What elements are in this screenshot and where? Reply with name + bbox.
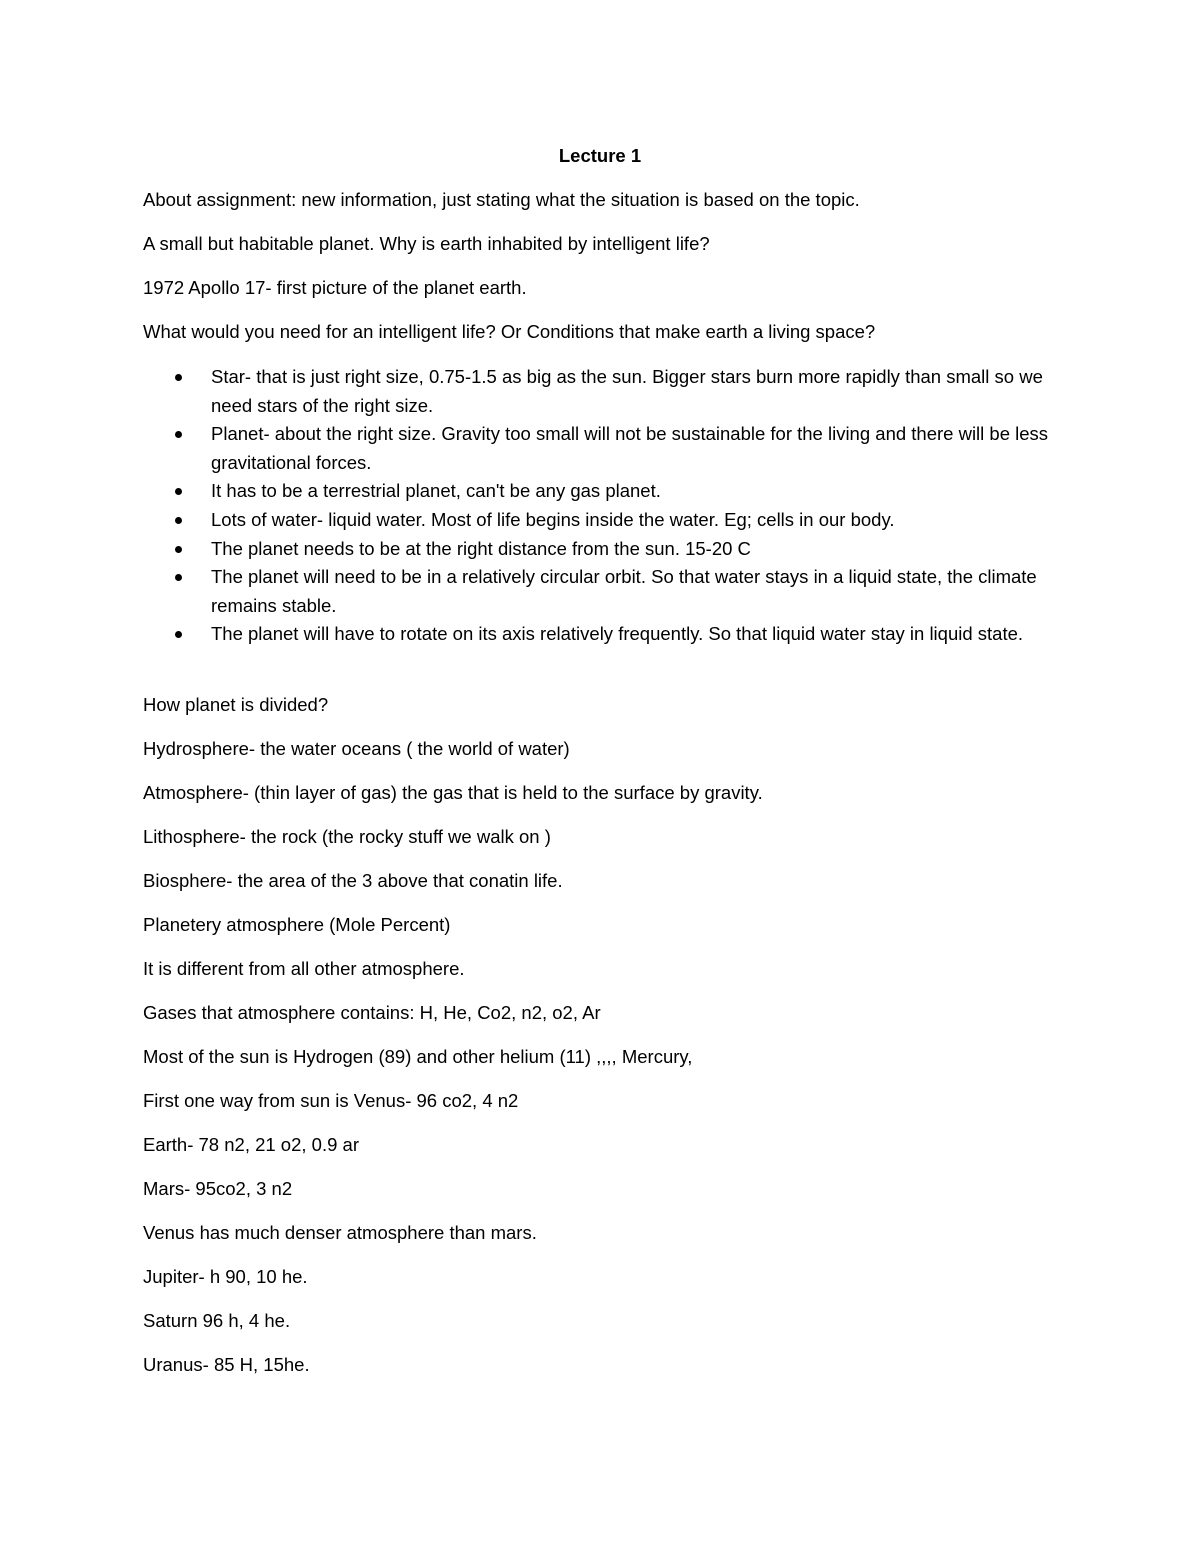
line-sun: Most of the sun is Hydrogen (89) and other helium (11) ,,,, Mercury, bbox=[143, 1046, 693, 1067]
line-earth: Earth- 78 n2, 21 o2, 0.9 ar bbox=[143, 1134, 359, 1155]
bullet-item-terrestrial bbox=[0, 477, 1071, 506]
bullet-dot-icon bbox=[175, 374, 182, 381]
bullet-text: The planet will have to rotate on its axis relatively frequently. So that liquid water stay in liquid state. bbox=[211, 623, 1024, 645]
line-planetary-atmosphere: Planetery atmosphere (Mole Percent) bbox=[143, 914, 451, 935]
bullet-item-orbit bbox=[0, 563, 1071, 620]
bullet-item-distance bbox=[0, 535, 1071, 564]
bullet-dot-icon bbox=[175, 488, 182, 495]
bullet-item-star bbox=[0, 363, 1071, 420]
bullet-text: It has to be a terrestrial planet, can't be any gas planet. bbox=[211, 480, 661, 502]
line-gases: Gases that atmosphere contains: H, He, Co2, n2, o2, Ar bbox=[143, 1002, 601, 1023]
bullet-item-planet-size bbox=[0, 420, 1071, 477]
bullet-text: Lots of water- liquid water. Most of life begins inside the water. Eg; cells in our body. bbox=[211, 508, 895, 530]
intro-line-apollo: 1972 Apollo 17- first picture of the planet earth. bbox=[143, 277, 527, 298]
bullet-dot-icon bbox=[175, 546, 182, 553]
line-lithosphere: Lithosphere- the rock (the rocky stuff we walk on ) bbox=[143, 826, 551, 847]
line-saturn: Saturn 96 h, 4 he. bbox=[143, 1310, 291, 1331]
bullet-text: Planet- about the right size. Gravity too small will not be sustainable for the living and there will be less gravitational forces. bbox=[211, 423, 1049, 473]
intro-line-habitable-planet: A small but habitable planet. Why is earth inhabited by intelligent life? bbox=[143, 233, 710, 254]
bullet-dot-icon bbox=[175, 631, 182, 638]
line-venus-denser: Venus has much denser atmosphere than mars. bbox=[143, 1222, 537, 1243]
line-biosphere: Biosphere- the area of the 3 above that conatin life. bbox=[143, 870, 563, 891]
line-how-divided: How planet is divided? bbox=[143, 694, 329, 715]
bullet-text: Star- that is just right size, 0.75-1.5 as big as the sun. Bigger stars burn more rapidly than small so we need stars of the right size. bbox=[211, 366, 1043, 416]
line-mars: Mars- 95co2, 3 n2 bbox=[143, 1178, 293, 1199]
conditions-bullet-list bbox=[0, 363, 1200, 649]
line-jupiter: Jupiter- h 90, 10 he. bbox=[143, 1266, 308, 1287]
line-uranus: Uranus- 85 H, 15he. bbox=[143, 1354, 310, 1375]
bullet-dot-icon bbox=[175, 517, 182, 524]
bullet-item-water bbox=[0, 506, 1071, 535]
bullet-dot-icon bbox=[175, 574, 182, 581]
bullet-text: The planet needs to be at the right distance from the sun. 15-20 C bbox=[211, 537, 751, 559]
line-atmosphere: Atmosphere- (thin layer of gas) the gas that is held to the surface by gravity. bbox=[143, 782, 763, 803]
line-venus: First one way from sun is Venus- 96 co2, 4 n2 bbox=[143, 1090, 519, 1111]
bullet-text: The planet will need to be in a relatively circular orbit. So that water stays in a liquid state, the climate remains stable. bbox=[211, 566, 1037, 616]
bullet-item-rotation bbox=[0, 620, 1071, 649]
line-hydrosphere: Hydrosphere- the water oceans ( the world of water) bbox=[143, 738, 570, 759]
bullet-dot-icon bbox=[175, 431, 182, 438]
intro-line-conditions: What would you need for an intelligent life? Or Conditions that make earth a living space? bbox=[143, 321, 876, 342]
line-different: It is different from all other atmosphere. bbox=[143, 958, 465, 979]
page-title: Lecture 1 bbox=[558, 145, 642, 166]
intro-line-assignment: About assignment: new information, just stating what the situation is based on the topic. bbox=[143, 189, 860, 210]
